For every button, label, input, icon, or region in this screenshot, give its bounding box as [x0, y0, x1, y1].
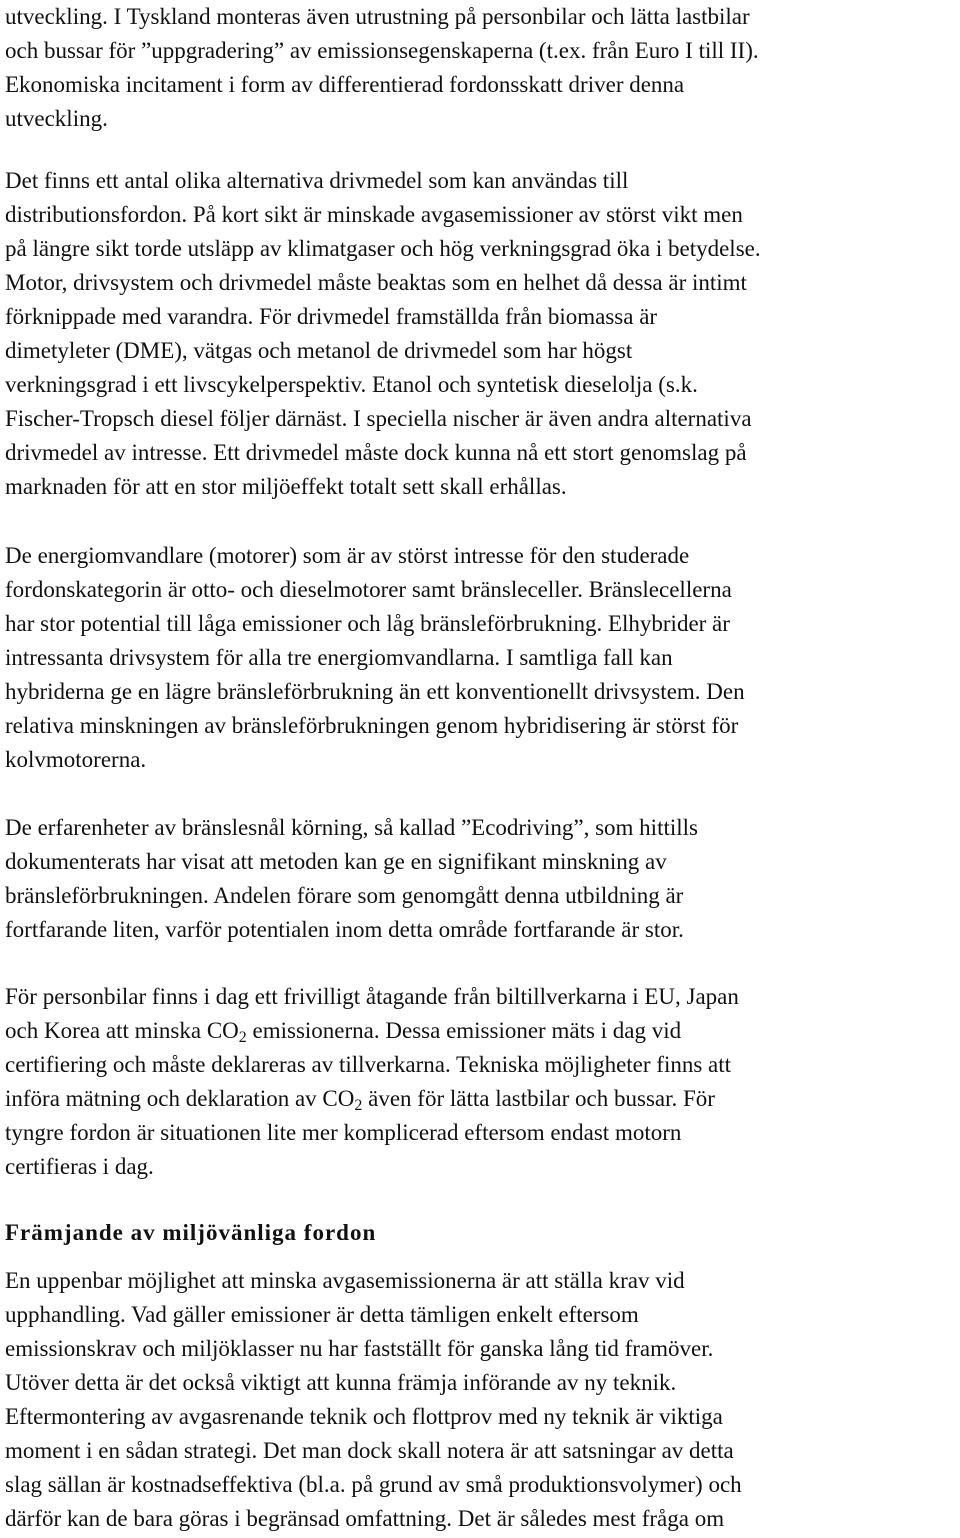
text-line: hybriderna ge en lägre bränsleförbrukning än ett konventionellt drivsystem. Den — [5, 679, 745, 704]
text-line: tyngre fordon är situationen lite mer komplicerad eftersom endast motorn — [5, 1120, 682, 1145]
text-line: Ekonomiska incitament i form av differentierad fordonsskatt driver denna — [5, 72, 685, 97]
text-segment: även för lätta lastbilar och bussar. För — [362, 1086, 715, 1111]
text-line: utveckling. I Tyskland monteras även utrustning på personbilar och lätta lastbilar — [5, 4, 750, 29]
text-line: kolvmotorerna. — [5, 747, 147, 772]
text-line: relativa minskningen av bränsleförbrukningen genom hybridisering är störst för — [5, 713, 739, 738]
text-line: För personbilar finns i dag ett frivilligt åtagande från biltillverkarna i EU, Japan — [5, 984, 739, 1009]
text-line — [5, 1082, 952, 1116]
text-line: Det finns ett antal olika alternativa drivmedel som kan användas till — [5, 168, 629, 193]
text-line: och bussar för ”uppgradering” av emissionsegenskaperna (t.ex. från Euro I till II). — [5, 38, 759, 63]
text-line: Fischer-Tropsch diesel följer därnäst. I speciella nischer är även andra alternativa — [5, 406, 752, 431]
text-line: fortfarande liten, varför potentialen inom detta område fortfarande är stor. — [5, 917, 684, 942]
text-line: bränsleförbrukningen. Andelen förare som genomgått denna utbildning är — [5, 883, 684, 908]
text-line: utveckling. — [5, 106, 108, 131]
text-line: distributionsfordon. På kort sikt är minskade avgasemissioner av störst vikt men — [5, 202, 743, 227]
text-line: Eftermontering av avgasrenande teknik och flottprov med ny teknik är viktiga — [5, 1404, 723, 1429]
text-line: förknippade med varandra. För drivmedel framställda från biomassa är — [5, 304, 658, 329]
text-line: har stor potential till låga emissioner och låg bränsleförbrukning. Elhybrider är — [5, 611, 730, 636]
text-segment: och Korea att minska CO — [5, 1018, 239, 1043]
paragraph-energy-converters — [5, 539, 952, 777]
section-heading: Främjande av miljövänliga fordon — [5, 1220, 377, 1245]
text-segment: emissionerna. Dessa emissioner mäts i dag vid — [246, 1018, 682, 1043]
text-line: drivmedel av intresse. Ett drivmedel måste dock kunna nå ett stort genomslag på — [5, 440, 747, 465]
text-line: emissionskrav och miljöklasser nu har fastställt för ganska lång tid framöver. — [5, 1336, 714, 1361]
text-line: certifieras i dag. — [5, 1154, 154, 1179]
text-line: därför kan de bara göras i begränsad omfattning. Det är således mest fråga om — [5, 1506, 725, 1531]
text-line: verkningsgrad i ett livscykelperspektiv. Etanol och syntetisk dieselolja (s.k. — [5, 372, 698, 397]
text-line: fordonskategorin är otto- och dieselmotorer samt bränsleceller. Bränslecellerna — [5, 577, 732, 602]
text-line: Motor, drivsystem och drivmedel måste beaktas som en helhet då dessa är intimt — [5, 270, 747, 295]
text-line — [5, 1014, 952, 1048]
paragraph-intro-continuation — [5, 0, 952, 136]
paragraph-ecodriving — [5, 811, 952, 947]
text-line: marknaden för att en stor miljöeffekt totalt sett skall erhållas. — [5, 474, 567, 499]
paragraph-alternative-fuels — [5, 164, 952, 504]
text-line: certifiering och måste deklareras av tillverkarna. Tekniska möjligheter finns att — [5, 1052, 732, 1077]
subscript: 2 — [354, 1097, 363, 1114]
text-line: De erfarenheter av bränslesnål körning, så kallad ”Ecodriving”, som hittills — [5, 815, 698, 840]
text-line: moment i en sådan strategi. Det man dock skall notera är att satsningar av detta — [5, 1438, 734, 1463]
text-line: De energiomvandlare (motorer) som är av störst intresse för den studerade — [5, 543, 690, 568]
subscript: 2 — [238, 1029, 247, 1046]
text-line: dokumenterats har visat att metoden kan ge en signifikant minskning av — [5, 849, 667, 874]
text-line: på längre sikt torde utsläpp av klimatgaser och hög verkningsgrad öka i betydelse. — [5, 236, 761, 261]
text-line: upphandling. Vad gäller emissioner är detta tämligen enkelt eftersom — [5, 1302, 639, 1327]
text-line: slag sällan är kostnadseffektiva (bl.a. på grund av små produktionsvolymer) och — [5, 1472, 742, 1497]
text-line: dimetyleter (DME), vätgas och metanol de drivmedel som har högst — [5, 338, 633, 363]
paragraph-co2-commitment — [5, 980, 952, 1184]
paragraph-procurement — [5, 1264, 952, 1536]
text-segment: införa mätning och deklaration av CO — [5, 1086, 355, 1111]
text-line: Utöver detta är det också viktigt att kunna främja införande av ny teknik. — [5, 1370, 677, 1395]
text-line: intressanta drivsystem för alla tre energiomvandlarna. I samtliga fall kan — [5, 645, 673, 670]
text-line: En uppenbar möjlighet att minska avgasemissionerna är att ställa krav vid — [5, 1268, 685, 1293]
